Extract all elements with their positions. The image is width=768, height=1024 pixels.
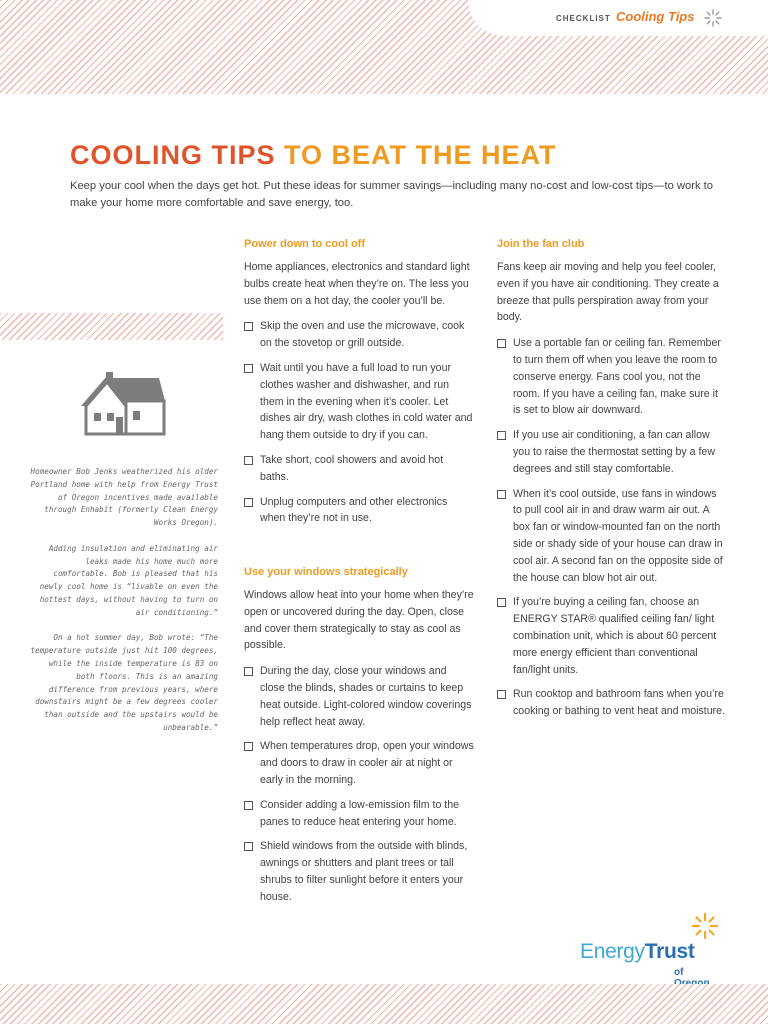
title-part-2: TO BEAT THE HEAT: [284, 140, 557, 170]
checklist-item[interactable]: [244, 838, 474, 905]
house-icon: [77, 368, 169, 440]
logo-sun-icon: [691, 912, 719, 940]
checklist-item[interactable]: [497, 427, 727, 477]
checkbox-icon[interactable]: [497, 339, 506, 348]
section-power: [244, 237, 474, 527]
checkbox-icon[interactable]: [244, 842, 253, 851]
checklist-item-text: Run cooktop and bathroom fans when you’re cooking or bathing to vent heat and moisture.: [513, 688, 726, 718]
checkbox-icon[interactable]: [497, 431, 506, 440]
checklist-item-text: Wait until you have a full load to run your clothes washer and dishwasher, and run them in the evening when it’s cooler. Let dishes air dry, wash clothes in cold water and hang them outside to dry if you can.: [260, 361, 473, 442]
checklist-item-text: Consider adding a low-emission film to the panes to reduce heat entering your home.: [260, 798, 460, 828]
checkbox-icon[interactable]: [244, 322, 253, 331]
title-part-1: COOLING TIPS: [70, 140, 276, 170]
section-lead-power: Home appliances, electronics and standard light bulbs create heat when they’re on. The less you use them on a hot day, the cooler you’ll be.: [244, 261, 470, 307]
logo-word-energy: Energy: [580, 940, 645, 963]
checkbox-icon[interactable]: [497, 690, 506, 699]
checklist-item-text: If you use air conditioning, a fan can allow you to raise the thermostat setting by a few degrees and still stay comfortable.: [513, 429, 715, 475]
checklist-item[interactable]: [497, 594, 727, 678]
intro-paragraph: Keep your cool when the days get hot. Put these ideas for summer savings—including many no-cost and low-cost tips—to work to make your home more comfortable and save energy, too.: [70, 180, 713, 209]
checklist-item[interactable]: [497, 686, 727, 720]
section-heading-windows: Use your windows strategically: [244, 566, 408, 578]
checklist-item[interactable]: [497, 335, 727, 419]
checklist-item[interactable]: [244, 494, 474, 528]
checklist-item[interactable]: [497, 486, 727, 587]
checklist-item[interactable]: [244, 738, 474, 788]
section-windows: [244, 565, 474, 914]
bottom-hatched-band: [0, 984, 768, 1024]
checklist-item-text: Unplug computers and other electronics when they’re not in use.: [260, 495, 448, 525]
side-hatched-band: [0, 313, 223, 340]
checklist-item[interactable]: [244, 360, 474, 444]
section-lead-windows: Windows allow heat into your home when they’re open or uncovered during the day. Open, close and cover them strategically to stay as cool as possible.: [244, 589, 474, 652]
checklist-power: [244, 318, 474, 527]
checklist-item[interactable]: [244, 318, 474, 352]
logo-wordmark: [580, 940, 695, 964]
energy-trust-logo: [580, 912, 720, 982]
checklist-item-text: Shield windows from the outside with blinds, awnings or shutters and plant trees or tall shrubs to filter sunlight before it enters your house.: [260, 840, 468, 903]
checklist-item-text: If you’re buying a ceiling fan, choose an ENERGY STAR® qualified ceiling fan/ light combination unit, which is about 60 percent more energy efficient than conventional fan/light units.: [513, 596, 717, 676]
checklist-item-text: During the day, close your windows and close the blinds, shades or curtains to keep heat outside. Light-colored window coverings help reflect heat away.: [260, 665, 472, 728]
checklist-item-text: When temperatures drop, open your windows and doors to draw in cooler air at night or early in the morning.: [260, 740, 474, 786]
testimonial-paragraph-2: Adding insulation and eliminating air leaks made his home much more comfortable. Bob is pleased that his newly cool home is “livable on even the hottest days, without having to turn on air conditioning.”: [39, 543, 218, 617]
checklist-item-text: When it’s cool outside, use fans in windows to pull cool air in and draw warm air out. A box fan or window-mounted fan on the north side or shady side of your house can draw in cool air. A second fan on the opposite side of the house can blow hot air out.: [513, 487, 723, 584]
checklist-item-text: Use a portable fan or ceiling fan. Remember to turn them off when you leave the room to conserve energy. Fans cool you, not the room. If you have a ceiling fan, make sure it is set to blow air downward.: [513, 337, 721, 417]
checkbox-icon[interactable]: [244, 667, 253, 676]
checklist-item-text: Take short, cool showers and avoid hot baths.: [260, 453, 444, 483]
logo-subtitle: of: [674, 967, 684, 978]
column-power-windows: [244, 237, 474, 903]
section-label: Cooling Tips: [616, 9, 695, 24]
checklist-windows: [244, 663, 474, 905]
testimonial-sidebar: [30, 466, 218, 748]
checkbox-icon[interactable]: [244, 801, 253, 810]
checkbox-icon[interactable]: [497, 598, 506, 607]
column-fans: [497, 237, 727, 728]
checklist-item-text: Skip the oven and use the microwave, cook on the stovetop or grill outside.: [260, 320, 465, 350]
checklist-fan: [497, 335, 727, 720]
logo-word-trust: Trust: [644, 940, 695, 963]
testimonial-paragraph-1: Homeowner Bob Jenks weatherized his older Portland home with help from Energy Trust of Oregon incentives made available through Enhabit (formerly Clean Energy Works Oregon).: [30, 467, 218, 528]
checkbox-icon[interactable]: [244, 498, 253, 507]
section-heading-power: Power down to cool off: [244, 238, 365, 250]
page-title: [70, 140, 557, 171]
checkbox-icon[interactable]: [244, 742, 253, 751]
checklist-item[interactable]: [244, 452, 474, 486]
section-heading-fan: Join the fan club: [497, 238, 585, 250]
testimonial-paragraph-3: On a hot summer day, Bob wrote: “The temperature outside just hit 100 degrees, while the inside temperature is 83 on both floors. This is an amazing difference from previous years, where downstairs might be a few degrees cooler than outside and the upstairs would be unbearable.”: [30, 633, 218, 732]
checkbox-icon[interactable]: [497, 490, 506, 499]
sun-burst-icon: [704, 9, 722, 27]
checkbox-icon[interactable]: [244, 456, 253, 465]
checklist-item[interactable]: [244, 797, 474, 831]
checklist-label: CHECKLIST: [556, 14, 611, 23]
checkbox-icon[interactable]: [244, 364, 253, 373]
checklist-item[interactable]: [244, 663, 474, 730]
section-lead-fan: Fans keep air moving and help you feel cooler, even if you have air conditioning. They create a breeze that pulls perspiration away from your body.: [497, 261, 719, 324]
